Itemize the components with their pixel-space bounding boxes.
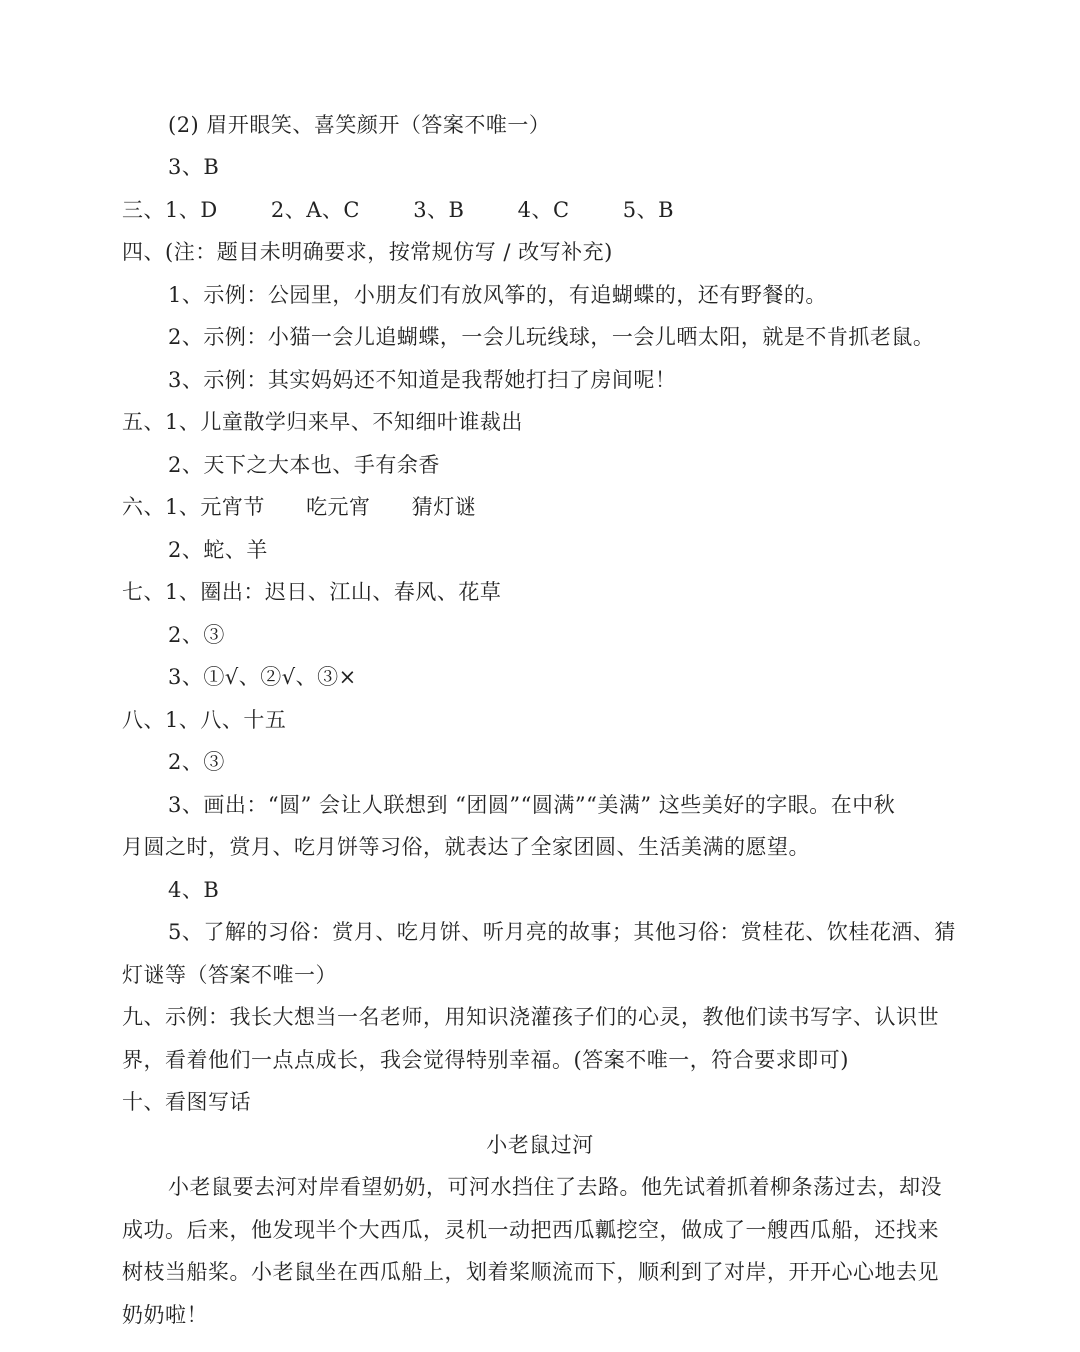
answer-4-3: 3、示例：其实妈妈还不知道是我帮她打扫了房间呢！	[168, 368, 677, 392]
answer-5-2: 2、天下之大本也、手有余香	[168, 453, 440, 477]
answer-6-1-a: 六、1、元宵节	[122, 495, 265, 519]
answer-2-3: 3、B	[168, 155, 220, 179]
answer-8-3-line2: 月圆之时，赏月、吃月饼等习俗，就表达了全家团圆、生活美满的愿望。	[122, 835, 810, 859]
answer-9-line2: 界，看着他们一点点成长，我会觉得特别幸福。(答案不唯一，符合要求即可)	[122, 1048, 849, 1072]
answer-6-2: 2、蛇、羊	[168, 538, 268, 562]
answer-8-5-line1: 5、了解的习俗：赏月、吃月饼、听月亮的故事；其他习俗：赏桂花、饮桂花酒、猜	[168, 920, 956, 944]
section-10-heading: 十、看图写话	[122, 1090, 251, 1114]
story-line4: 奶奶啦！	[122, 1303, 208, 1327]
story-line2: 成功。后来，他发现半个大西瓜，灵机一动把西瓜瓤挖空，做成了一艘西瓜船，还找来	[122, 1218, 939, 1242]
answer-2-2: (2) 眉开眼笑、喜笑颜开（答案不唯一）	[168, 113, 551, 137]
answer-8-4: 4、B	[168, 878, 220, 902]
answer-4-2: 2、示例：小猫一会儿追蝴蝶，一会儿玩线球，一会儿晒太阳，就是不肯抓老鼠。	[168, 325, 935, 349]
answer-7-3: 3、①√、②√、③×	[168, 665, 357, 689]
story-line3: 树枝当船桨。小老鼠坐在西瓜船上，划着桨顺流而下，顺利到了对岸，开开心心地去见	[122, 1260, 939, 1284]
answer-7-2: 2、③	[168, 623, 225, 647]
story-line1: 小老鼠要去河对岸看望奶奶，可河水挡住了去路。他先试着抓着柳条荡过去，却没	[168, 1175, 942, 1199]
answer-9-line1: 九、示例：我长大想当一名老师，用知识浇灌孩子们的心灵，教他们读书写字、认识世	[122, 1005, 939, 1029]
story-title: 小老鼠过河	[486, 1133, 594, 1157]
section-3-answers	[122, 195, 962, 225]
section-3-q2: 2、A、C	[270, 198, 360, 222]
section-3-q5: 5、B	[622, 198, 675, 222]
answer-6-1	[122, 492, 962, 522]
answer-6-1-b: 吃元宵	[306, 495, 371, 519]
answer-6-1-c: 猜灯谜	[411, 495, 477, 519]
answer-4-1: 1、示例：公园里，小朋友们有放风筝的，有追蝴蝶的，还有野餐的。	[168, 283, 827, 307]
section-3-q4: 4、C	[517, 198, 570, 222]
answer-8-1: 八、1、八、十五	[122, 708, 287, 732]
answer-8-3-line1: 3、画出：“圆” 会让人联想到 “团圆”“圆满”“美满” 这些美好的字眼。在中秋	[168, 793, 896, 817]
answer-8-5-line2: 灯谜等（答案不唯一）	[122, 963, 337, 987]
answer-8-2: 2、③	[168, 750, 225, 774]
answer-7-1: 七、1、圈出：迟日、江山、春风、花草	[122, 580, 502, 604]
section-3-q1: 三、1、D	[122, 198, 218, 222]
section-4-heading: 四、(注：题目未明确要求，按常规仿写 / 改写补充)	[122, 240, 613, 264]
section-3-q3: 3、B	[413, 198, 465, 222]
answer-5-1: 五、1、儿童散学归来早、不知细叶谁裁出	[122, 410, 523, 434]
